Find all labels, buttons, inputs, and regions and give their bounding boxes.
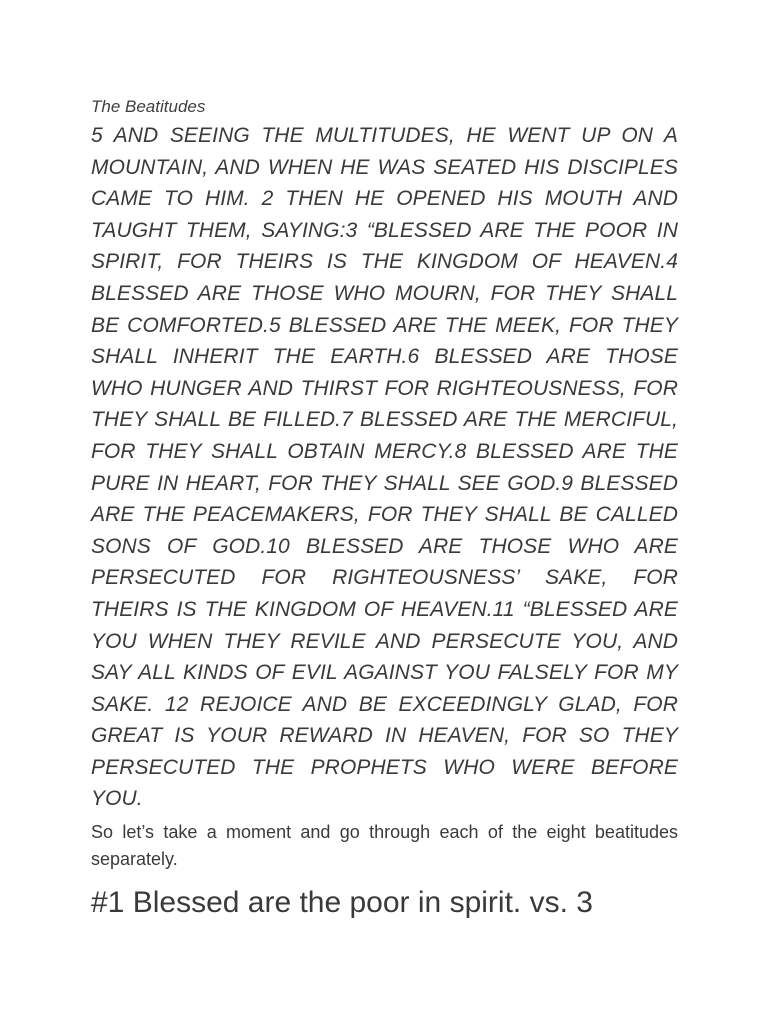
document-title: The Beatitudes	[91, 97, 206, 116]
intro-paragraph: So let’s take a moment and go through each of the eight beatitudes separately.	[91, 822, 678, 870]
section-heading: #1 Blessed are the poor in spirit. vs. 3	[91, 886, 593, 920]
document-page	[91, 94, 678, 923]
scripture-passage: 5 AND SEEING THE MULTITUDES, HE WENT UP ON A MOUNTAIN, AND WHEN HE WAS SEATED HIS DISCIPLES CAME TO HIM. 2 THEN HE OPENED HIS MOUTH AND TAUGHT THEM, SAYING:3 “BLESSED ARE THE POOR IN SPIRIT, FOR THEIRS IS THE KINGDOM OF HEAVEN.4 BLESSED ARE THOSE WHO MOURN, FOR THEY SHALL BE COMFORTED.5 BLESSED ARE THE MEEK, FOR THEY SHALL INHERIT THE EARTH.6 BLESSED ARE THOSE WHO HUNGER AND THIRST FOR RIGHTEOUSNESS, FOR THEY SHALL BE FILLED.7 BLESSED ARE THE MERCIFUL, FOR THEY SHALL OBTAIN MERCY.8 BLESSED ARE THE PURE IN HEART, FOR THEY SHALL SEE GOD.9 BLESSED ARE THE PEACEMAKERS, FOR THEY SHALL BE CALLED SONS OF GOD.10 BLESSED ARE THOSE WHO ARE PERSECUTED FOR RIGHTEOUSNESS’ SAKE, FOR THEIRS IS THE KINGDOM OF HEAVEN.11 “BLESSED ARE YOU WHEN THEY REVILE AND PERSECUTE YOU, AND SAY ALL KINDS OF EVIL AGAINST YOU FALSELY FOR MY SAKE. 12 REJOICE AND BE EXCEEDINGLY GLAD, FOR GREAT IS YOUR REWARD IN HEAVEN, FOR SO THEY PERSECUTED THE PROPHETS WHO WERE BEFORE YOU.	[91, 124, 678, 811]
